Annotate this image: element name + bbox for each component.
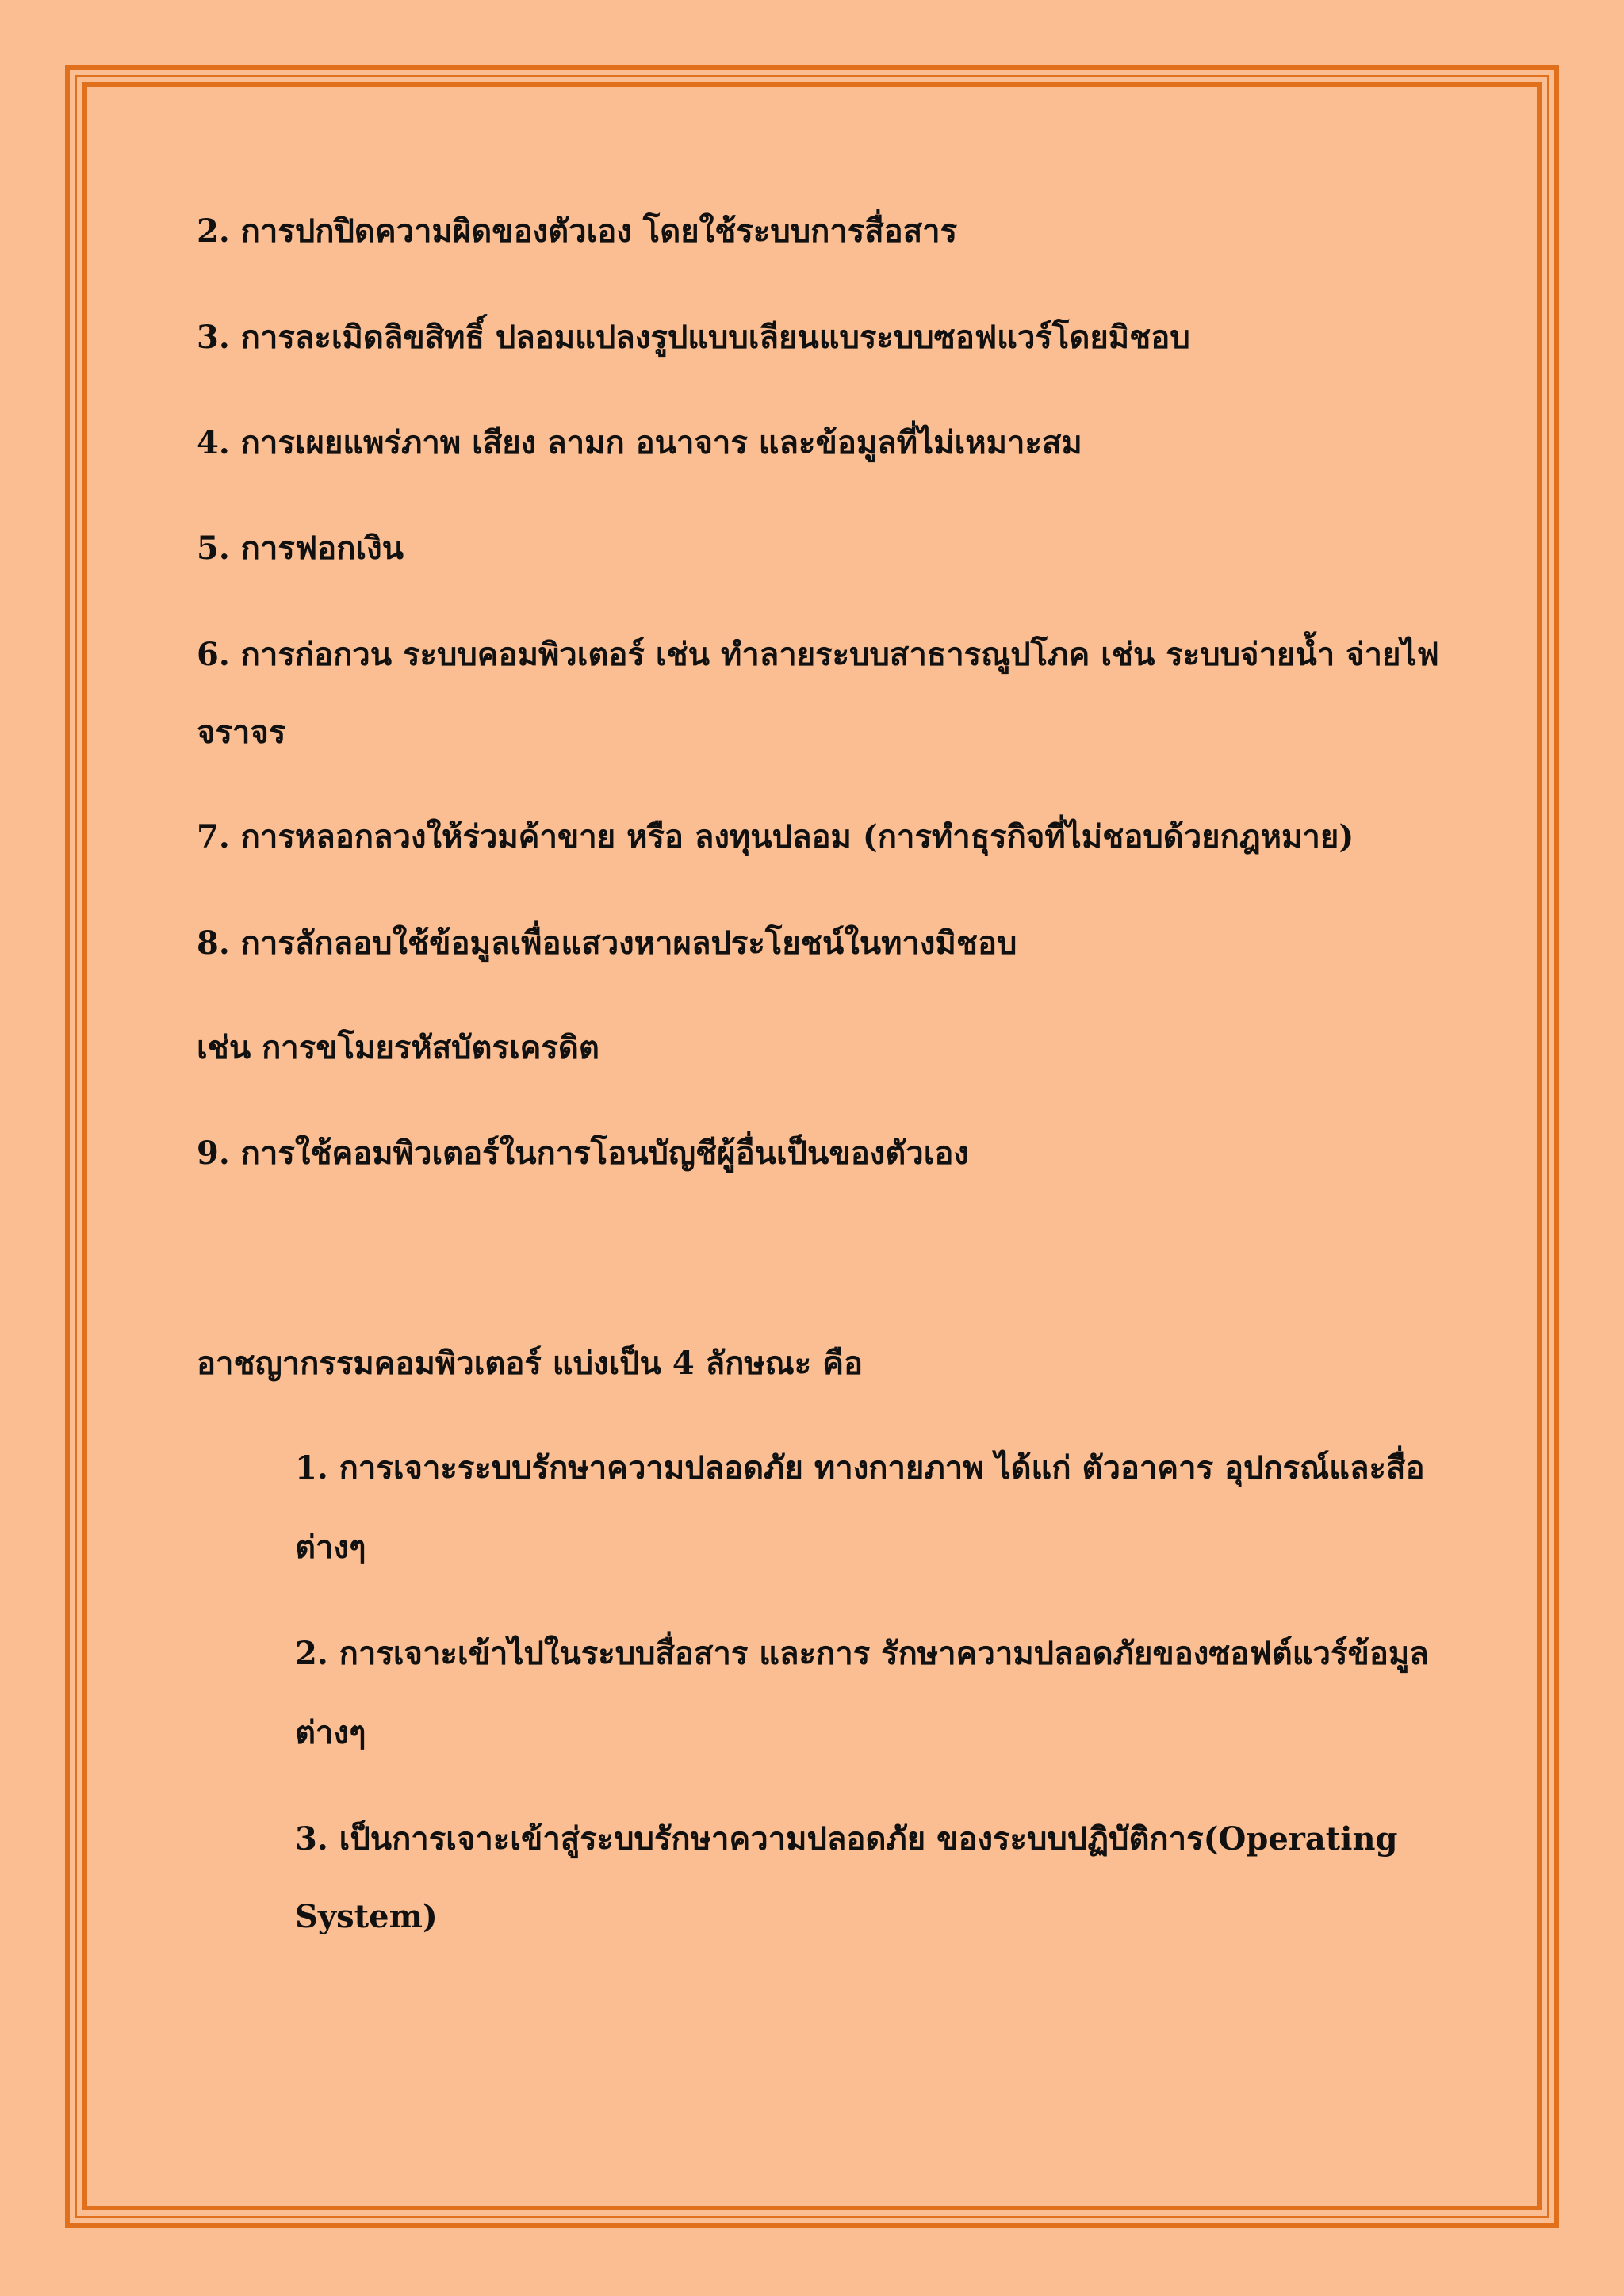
list-item-7: 7. การหลอกลวงให้ร่วมค้าขาย หรือ ลงทุนปลอม (การทำธุรกิจที่ไม่ชอบด้วยกฎหมาย) <box>197 818 1354 855</box>
list-item-9: 9. การใช้คอมพิวเตอร์ในการโอนบัญชีผู้อื่นเป็นของตัวเอง <box>197 1135 969 1172</box>
characteristic-3: 3. เป็นการเจาะเข้าสู่ระบบรักษาความปลอดภัย ของระบบปฏิบัติการ(Operating <box>295 1820 1398 1858</box>
list-item-6: 6. การก่อกวน ระบบคอมพิวเตอร์ เช่น ทำลายระบบสาธารณูปโภค เช่น ระบบจ่ายน้ำ จ่ายไฟ <box>197 636 1439 673</box>
list-item-3: 3. การละเมิดลิขสิทธิ์ ปลอมแปลงรูปแบบเลียนแบระบบซอฟแวร์โดยมิชอบ <box>197 319 1190 356</box>
list-item-8: 8. การลักลอบใช้ข้อมูลเพื่อแสวงหาผลประโยชน์ในทางมิชอบ <box>197 924 1017 962</box>
list-item-6-continued: จราจร <box>197 714 286 751</box>
characteristic-1: 1. การเจาะระบบรักษาความปลอดภัย ทางกายภาพ ได้แก่ ตัวอาคาร อุปกรณ์และสื่อ <box>295 1449 1425 1487</box>
list-item-4: 4. การเผยแพร่ภาพ เสียง ลามก อนาจาร และข้อมูลที่ไม่เหมาะสม <box>197 424 1082 461</box>
list-item-8-continued: เช่น การขโมยรหัสบัตรเครดิต <box>197 1029 599 1066</box>
characteristic-1-continued: ต่างๆ <box>295 1529 366 1566</box>
characteristic-3-continued: System) <box>295 1898 438 1935</box>
list-item-5: 5. การฟอกเงิน <box>197 530 404 567</box>
section-heading: อาชญากรรมคอมพิวเตอร์ แบ่งเป็น 4 ลักษณะ คือ <box>197 1345 863 1382</box>
characteristic-2-continued: ต่างๆ <box>295 1714 366 1751</box>
list-item-2: 2. การปกปิดความผิดของตัวเอง โดยใช้ระบบการสื่อสาร <box>197 212 958 250</box>
characteristic-2: 2. การเจาะเข้าไปในระบบสื่อสาร และการ รักษาความปลอดภัยของซอฟต์แวร์ข้อมูล <box>295 1635 1429 1672</box>
